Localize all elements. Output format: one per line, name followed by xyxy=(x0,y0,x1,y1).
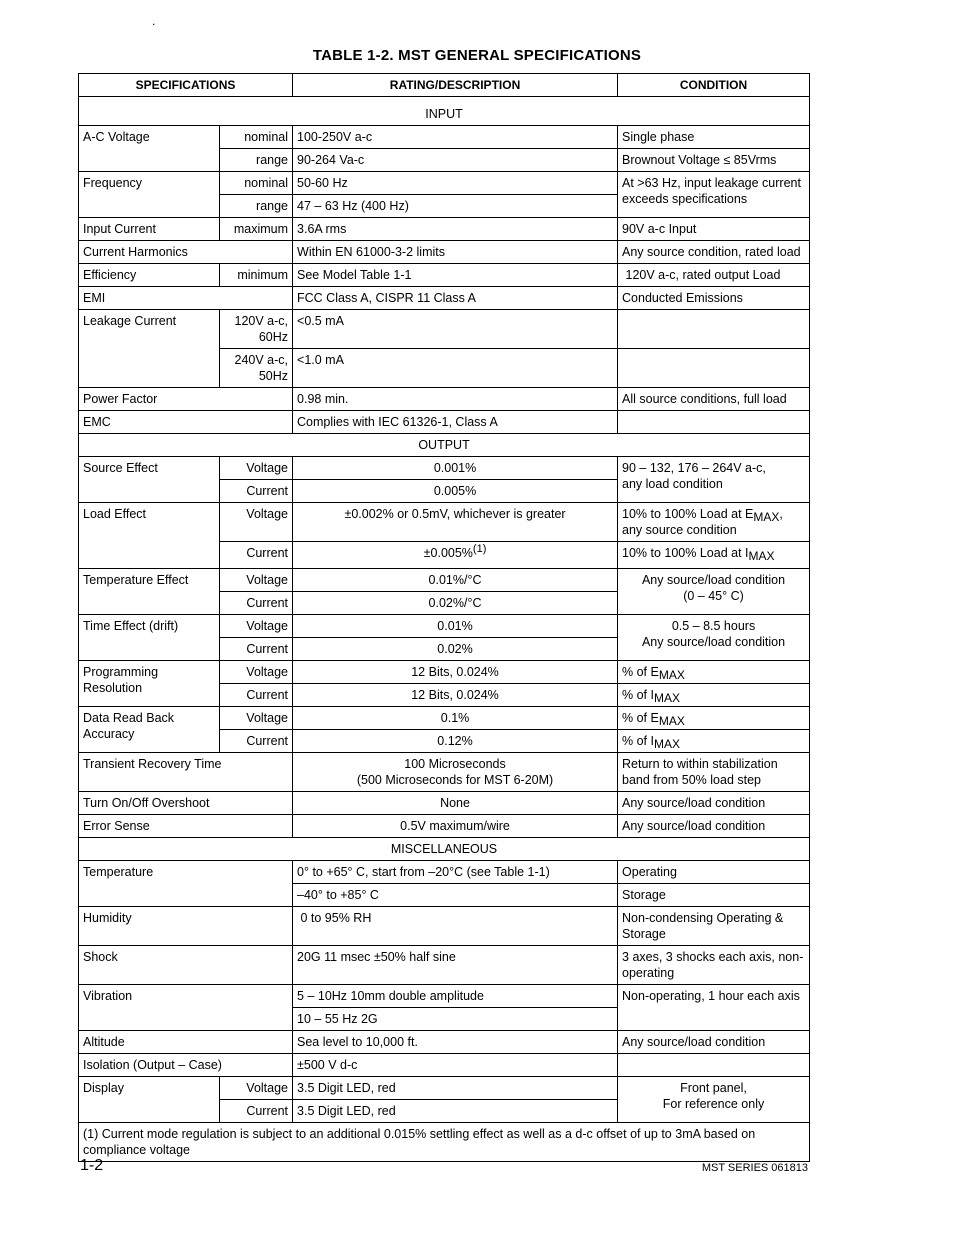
section-row xyxy=(79,103,810,126)
table-row: Programming Resolution Voltage 12 Bits, 0.024% % of $E_{MAX}$ xyxy=(79,661,810,684)
spec-label: Programming Resolution xyxy=(79,661,220,707)
spec-label: Source Effect xyxy=(79,457,220,503)
table-row: Power Factor 0.98 min. All source conditions, full load xyxy=(79,388,810,411)
specifications-table xyxy=(78,73,810,1162)
spec-label: Temperature xyxy=(79,861,293,907)
table-row: Error Sense 0.5V maximum/wire Any source/load condition xyxy=(79,815,810,838)
table-row: Time Effect (drift) Voltage 0.01% 0.5 – 8.5 hours Any source/load condition xyxy=(79,615,810,638)
table-row: Isolation (Output – Case) ±500 V d-c xyxy=(79,1054,810,1077)
section-row xyxy=(79,838,810,861)
table-row: Current 12 Bits, 0.024% % of $I_{MAX}$ xyxy=(79,684,810,707)
spec-label: Frequency xyxy=(79,172,220,218)
spec-label: Display xyxy=(79,1077,220,1123)
table-row: EMC Complies with IEC 61326-1, Class A xyxy=(79,411,810,434)
table-row: A-C Voltage nominal 100-250V a-c Single phase xyxy=(79,126,810,149)
table-row: Current ±0.005%$^{(1)}$ 10% to 100% Load at $I_{MAX}$ xyxy=(79,542,810,569)
section-input: INPUT xyxy=(79,103,810,126)
table-header-row xyxy=(79,74,810,97)
spec-label: Load Effect xyxy=(79,503,220,569)
table-row: Shock 20G 11 msec ±50% half sine 3 axes, 3 shocks each axis, non-operating xyxy=(79,946,810,985)
table-row: Current 0.005% xyxy=(79,480,810,503)
spec-label: EMI xyxy=(79,287,293,310)
spec-label: Vibration xyxy=(79,985,293,1031)
spec-label: Isolation (Output – Case) xyxy=(79,1054,293,1077)
table-row: Load Effect Voltage ±0.002% or 0.5mV, whichever is greater 10% to 100% Load at $E_{MAX}$, any source condition xyxy=(79,503,810,542)
header-rating: RATING/DESCRIPTION xyxy=(293,74,618,97)
spec-label: Turn On/Off Overshoot xyxy=(79,792,293,815)
spec-label: Time Effect (drift) xyxy=(79,615,220,661)
table-row: Turn On/Off Overshoot None Any source/load condition xyxy=(79,792,810,815)
table-title: TABLE 1-2. MST GENERAL SPECIFICATIONS xyxy=(312,47,642,64)
table-row: Current 0.02% xyxy=(79,638,810,661)
section-output: OUTPUT xyxy=(79,434,810,457)
footnote: (1) Current mode regulation is subject to an additional 0.015% settling effect as well as a d-c offset of up to 3mA based on compliance voltage xyxy=(79,1123,810,1162)
table-row: Leakage Current 120V a-c, 60Hz <0.5 mA xyxy=(79,310,810,349)
table-row: EMI FCC Class A, CISPR 11 Class A Conducted Emissions xyxy=(79,287,810,310)
spec-label: Temperature Effect xyxy=(79,569,220,615)
table-row: Current 0.02%/°C xyxy=(79,592,810,615)
table-row: Current 0.12% % of $I_{MAX}$ xyxy=(79,730,810,753)
page-number: 1-2 xyxy=(80,1157,104,1174)
table-row: Vibration 5 – 10Hz 10mm double amplitude Non-operating, 1 hour each axis xyxy=(79,985,810,1008)
table-row: 10 – 55 Hz 2G xyxy=(79,1008,810,1031)
series-label: MST SERIES 061813 xyxy=(701,1162,808,1174)
table-row: Transient Recovery Time 100 Microseconds (500 Microseconds for MST 6-20M) Return to within stabilization band from 50% load step xyxy=(79,753,810,792)
table-row: Efficiency minimum See Model Table 1-1 120V a-c, rated output Load xyxy=(79,264,810,287)
header-condition: CONDITION xyxy=(618,74,810,97)
table-row: Source Effect Voltage 0.001% 90 – 132, 176 – 264V a-c, any load condition xyxy=(79,457,810,480)
spec-label: Power Factor xyxy=(79,388,293,411)
table-row: Humidity 0 to 95% RH Non-condensing Operating & Storage xyxy=(79,907,810,946)
footnote-row xyxy=(79,1123,810,1162)
table-row: range 90-264 Va-c Brownout Voltage ≤ 85Vrms xyxy=(79,149,810,172)
spec-label: Error Sense xyxy=(79,815,293,838)
spec-label: Transient Recovery Time xyxy=(79,753,293,792)
spec-label: Altitude xyxy=(79,1031,293,1054)
table-row: Current Harmonics Within EN 61000-3-2 limits Any source condition, rated load xyxy=(79,241,810,264)
table-row: Display Voltage 3.5 Digit LED, red Front panel, For reference only xyxy=(79,1077,810,1100)
spec-label: Efficiency xyxy=(79,264,220,287)
table-row: range 47 – 63 Hz (400 Hz) xyxy=(79,195,810,218)
table-row: Temperature 0° to +65° C, start from –20°C (see Table 1-1) Operating xyxy=(79,861,810,884)
table-row: Data Read Back Accuracy Voltage 0.1% % of $E_{MAX}$ xyxy=(79,707,810,730)
footnote-ref: (1) xyxy=(472,543,487,555)
table-row: Frequency nominal 50-60 Hz At >63 Hz, input leakage current exceeds specifications xyxy=(79,172,810,195)
spec-label: EMC xyxy=(79,411,293,434)
spec-label: Data Read Back Accuracy xyxy=(79,707,220,753)
section-row xyxy=(79,434,810,457)
spec-label: A-C Voltage xyxy=(79,126,220,172)
table-row: Temperature Effect Voltage 0.01%/°C Any source/load condition (0 – 45° C) xyxy=(79,569,810,592)
section-misc: MISCELLANEOUS xyxy=(79,838,810,861)
spec-label: Shock xyxy=(79,946,293,985)
spec-label: Current Harmonics xyxy=(79,241,293,264)
spec-label: Input Current xyxy=(79,218,220,241)
stray-mark: . xyxy=(152,14,156,28)
table-row: Altitude Sea level to 10,000 ft. Any source/load condition xyxy=(79,1031,810,1054)
header-specifications: SPECIFICATIONS xyxy=(79,74,293,97)
table-row: –40° to +85° C Storage xyxy=(79,884,810,907)
table-row: Input Current maximum 3.6A rms 90V a-c Input xyxy=(79,218,810,241)
table-row: Current 3.5 Digit LED, red xyxy=(79,1100,810,1123)
spec-label: Humidity xyxy=(79,907,293,946)
spec-label: Leakage Current xyxy=(79,310,220,388)
table-row: 240V a-c, 50Hz <1.0 mA xyxy=(79,349,810,388)
